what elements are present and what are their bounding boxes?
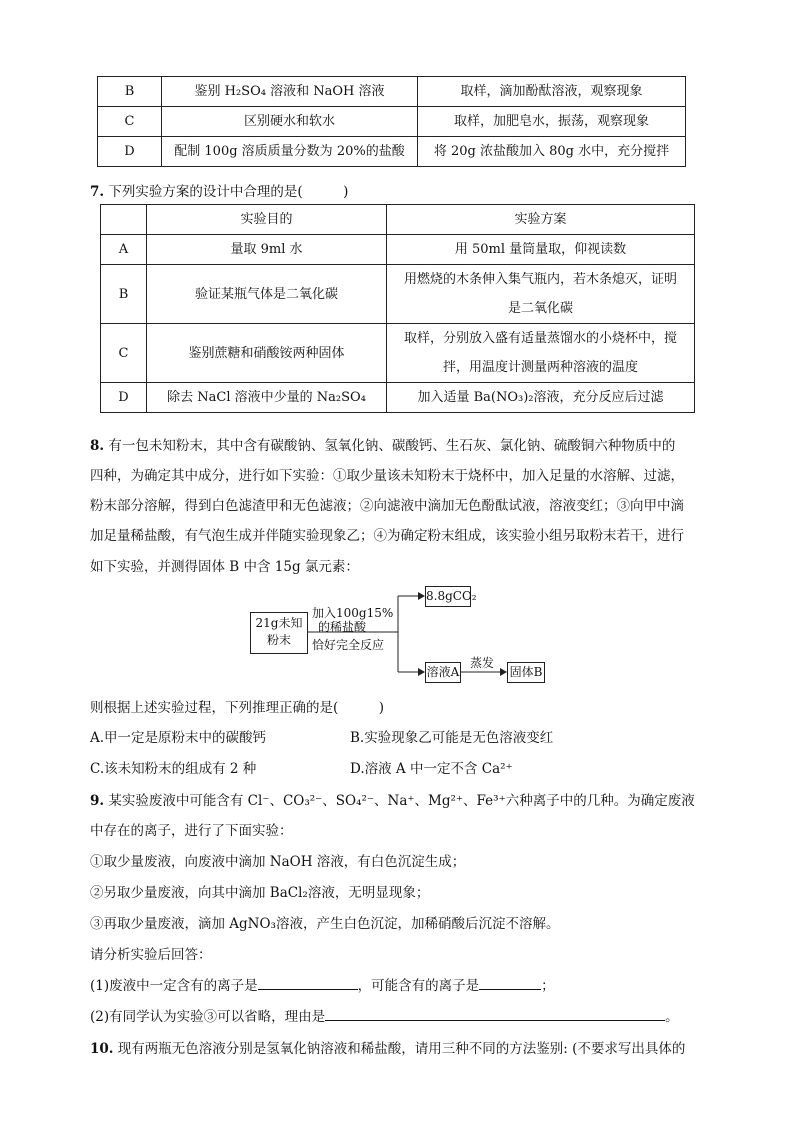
experiment-goal: 量取 9ml 水 — [147, 235, 387, 265]
question9-step: ①取少量废液，向废液中滴加 NaOH 溶液，有白色沉淀生成； — [90, 854, 466, 870]
question9-line — [90, 789, 695, 809]
experiment-plan: 将 20g 浓盐酸加入 80g 水中，充分搅拌 — [418, 137, 686, 167]
question9-line: 中存在的离子，进行了下面实验： — [90, 823, 293, 839]
question8-question: 则根据上述实验过程，下列推理正确的是( ) — [90, 700, 385, 716]
solution-a-box: 溶液A — [425, 662, 461, 683]
question-text: 现有两瓶无色溶液分别是氢氧化钠溶液和稀盐酸，请用三种不同的方法鉴别: (不要求写出具体的 — [113, 1041, 686, 1057]
plan-line: 用燃烧的木条伸入集气瓶内，若木条熄灭，证明 — [403, 272, 677, 287]
experiment-goal: 鉴别蔗糖和硝酸铵两种固体 — [147, 324, 387, 383]
plan-line: 取样，分别放入盛有适量蒸馏水的小烧杯中，搅 — [403, 331, 677, 346]
plan-line: 用 50ml 量筒量取，仰视读数 — [454, 242, 627, 257]
plan-line: 是二氧化碳 — [507, 301, 573, 316]
question9-prompt: 请分析实验后回答： — [90, 947, 212, 963]
experiment-plan: 取样，滴加酚酞溶液，观察现象 — [418, 77, 686, 107]
option-d: D.溶液 A 中一定不含 Ca²⁺ — [350, 761, 513, 777]
condition-label: 的稀盐酸 — [318, 620, 367, 634]
table-header-row — [101, 205, 695, 235]
question6-table — [97, 76, 686, 167]
header-key — [101, 205, 147, 235]
question-text: 某实验废液中可能含有 Cl⁻、CO₃²⁻、SO₄²⁻、Na⁺、Mg²⁺、Fe³⁺六种离子中的几种。为确定废液 — [104, 793, 695, 809]
question9-sub1 — [90, 974, 555, 994]
co2-box: 8.8gCO₂ — [425, 586, 471, 607]
question8-line: 如下实验，并测得固体 B 中含 15g 氯元素： — [90, 559, 359, 575]
condition-label: 恰好完全反应 — [312, 638, 385, 652]
question7-stem — [90, 180, 348, 200]
table-row — [101, 235, 695, 265]
sub-question-text: ； — [541, 978, 555, 994]
question9-sub2 — [90, 1005, 679, 1025]
question-text: 有一包未知粉末，其中含有碳酸钠、氢氧化钠、碳酸钙、生石灰、氯化钠、硫酸铜六种物质中的 — [104, 438, 676, 454]
table-row — [101, 383, 695, 413]
sub-question-text: 。 — [665, 1009, 679, 1025]
option-key: D — [101, 383, 147, 413]
question-text: 下列实验方案的设计中合理的是( ) — [104, 184, 349, 200]
question10-line — [90, 1037, 685, 1057]
table-row — [98, 77, 686, 107]
experiment-goal: 验证某瓶气体是二氧化碳 — [147, 265, 387, 324]
question-number: 7. — [90, 184, 105, 200]
condition-label: 加入100g15% — [312, 606, 394, 620]
table-row — [101, 265, 695, 324]
question8-line — [90, 434, 675, 454]
table-row — [98, 107, 686, 137]
option-key: D — [98, 137, 162, 167]
experiment-goal: 区别硬水和软水 — [162, 107, 418, 137]
experiment-goal: 配制 100g 溶质质量分数为 20%的盐酸 — [162, 137, 418, 167]
start-label: 粉末 — [266, 633, 291, 647]
plan-line: 加入适量 Ba(NO₃)₂溶液，充分反应后过滤 — [417, 390, 664, 405]
question-number: 8. — [90, 438, 105, 454]
start-label: 21g未知 — [255, 616, 303, 630]
experiment-goal: 鉴别 H₂SO₄ 溶液和 NaOH 溶液 — [162, 77, 418, 107]
sub-question-text: (1)废液中一定含有的离子是 — [90, 978, 258, 994]
option-key: B — [101, 265, 147, 324]
table-row — [101, 324, 695, 383]
option-key: B — [98, 77, 162, 107]
question8-line: 加足量稀盐酸，有气泡生成并伴随实验现象乙；④为确定粉末组成，该实验小组另取粉末若干，进行 — [90, 528, 684, 544]
experiment-plan: 取样，加肥皂水，振荡，观察现象 — [418, 107, 686, 137]
header-plan: 实验方案 — [387, 205, 695, 235]
option-b: B.实验现象乙可能是无色溶液变红 — [350, 730, 554, 746]
experiment-plan — [387, 324, 695, 383]
reaction-flow-diagram — [250, 580, 550, 690]
solid-b-box: 固体B — [507, 662, 545, 683]
table-row — [98, 137, 686, 167]
experiment-goal: 除去 NaCl 溶液中少量的 Na₂SO₄ — [147, 383, 387, 413]
question7-table — [100, 204, 695, 413]
start-box — [250, 612, 308, 654]
plan-line: 拌，用温度计测量两种溶液的温度 — [442, 360, 638, 375]
question9-step: ②另取少量废液，向其中滴加 BaCl₂溶液，无明显现象； — [90, 885, 430, 901]
option-key: A — [101, 235, 147, 265]
experiment-plan — [387, 383, 695, 413]
option-a: A.甲一定是原粉末中的碳酸钙 — [90, 730, 267, 746]
question-number: 10. — [90, 1041, 114, 1057]
question8-line: 四种，为确定其中成分，进行如下实验：①取少量该未知粉末于烧杯中，加入足量的水溶解、过滤， — [90, 468, 684, 484]
experiment-plan — [387, 235, 695, 265]
option-key: C — [101, 324, 147, 383]
option-key: C — [98, 107, 162, 137]
header-goal: 实验目的 — [147, 205, 387, 235]
question9-step: ③再取少量废液，滴加 AgNO₃溶液，产生白色沉淀，加稀硝酸后沉淀不溶解。 — [90, 916, 560, 932]
answer-blank[interactable] — [479, 975, 541, 990]
answer-blank[interactable] — [325, 1006, 665, 1021]
answer-blank[interactable] — [258, 975, 358, 990]
question-number: 9. — [90, 793, 105, 809]
experiment-plan — [387, 265, 695, 324]
question8-line: 粉末部分溶解，得到白色滤渣甲和无色滤液；②向滤液中滴加无色酚酞试液，溶液变红；③向甲中滴 — [90, 498, 684, 514]
sub-question-text: ，可能含有的离子是 — [357, 978, 480, 994]
sub-question-text: (2)有同学认为实验③可以省略，理由是 — [90, 1009, 326, 1025]
option-c: C.该未知粉末的组成有 2 种 — [90, 761, 257, 777]
evaporation-label: 蒸发 — [470, 656, 495, 670]
